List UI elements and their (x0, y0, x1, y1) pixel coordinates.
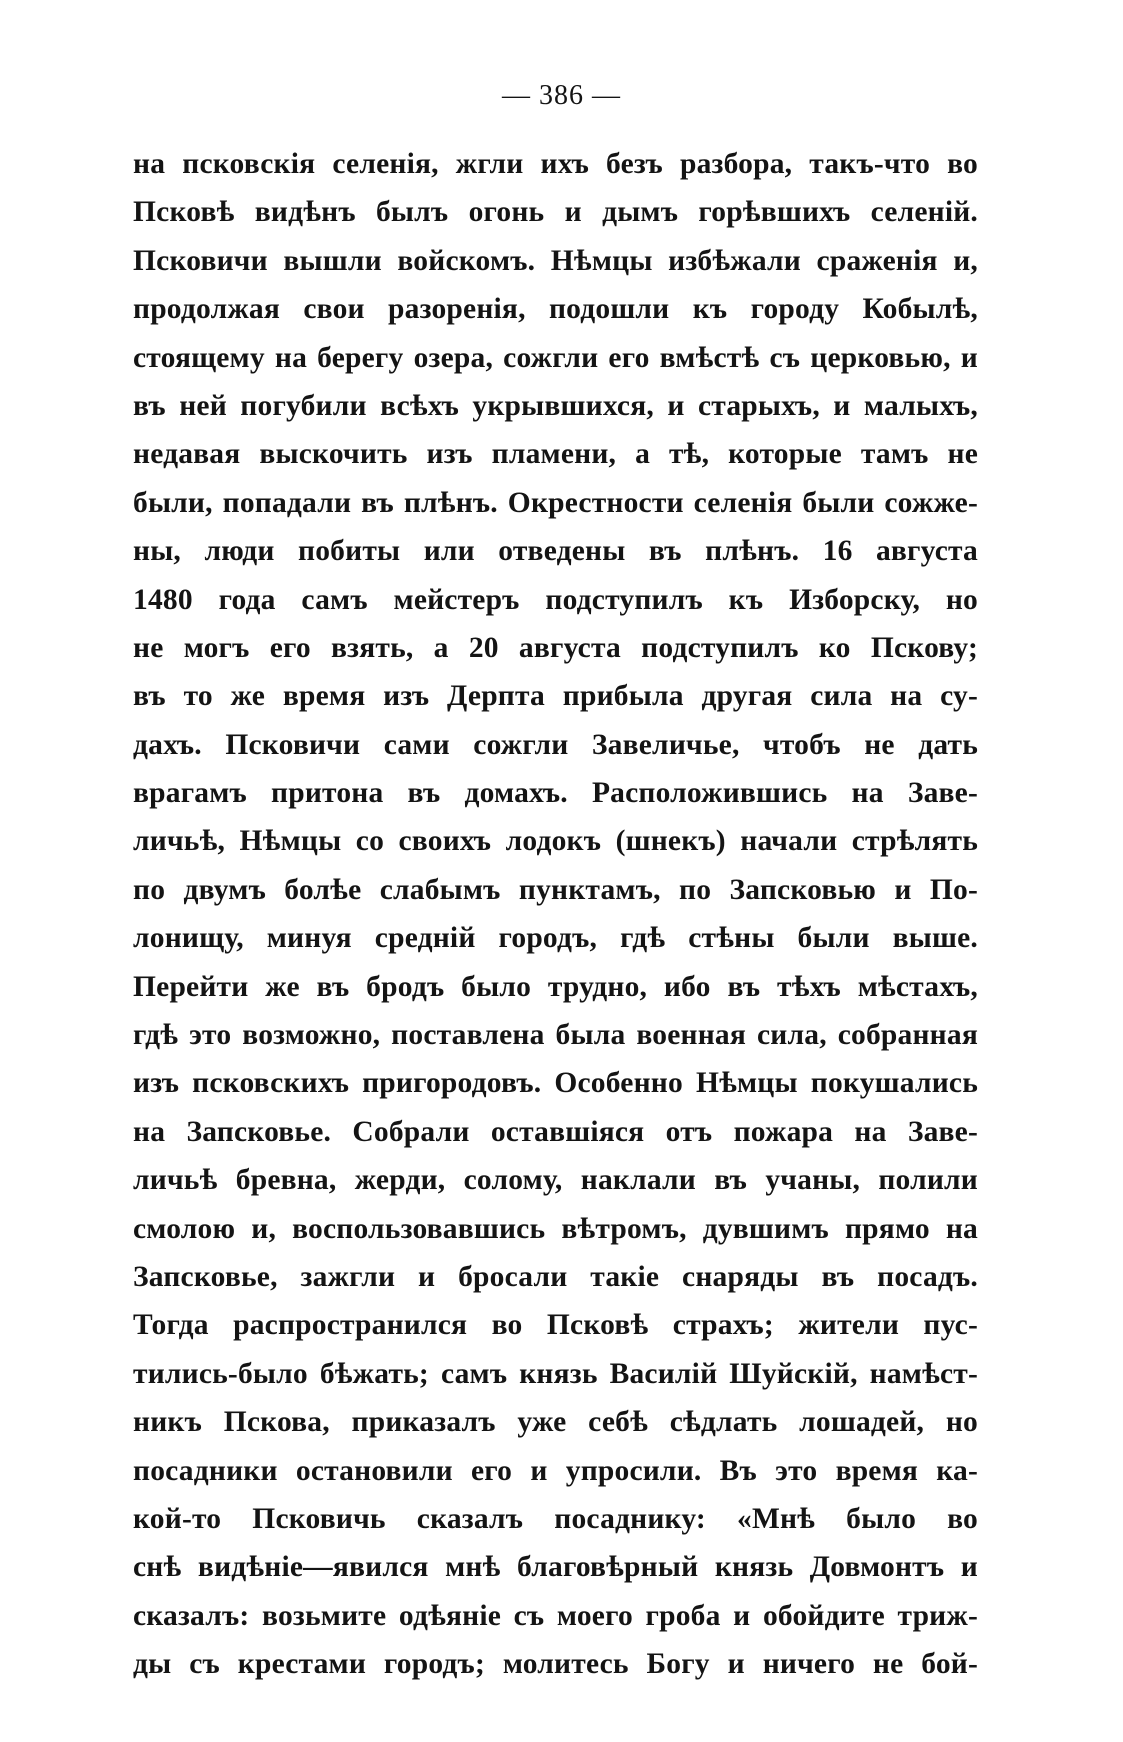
text-line: тились-было бѣжать; самъ князь Василій Шуйскій, намѣст- (133, 1357, 978, 1390)
text-line: Тогда распространился во Псковѣ страхъ; жители пус- (133, 1309, 978, 1342)
text-line: изъ псковскихъ пригородовъ. Особенно Нѣмцы покушались (133, 1067, 978, 1100)
text-line: въ то же время изъ Дерпта прибыла другая сила на су- (133, 680, 978, 713)
text-line: дахъ. Псковичи сами сожгли Завеличье, чтобъ не дать (133, 728, 978, 761)
text-line: лонищу, минуя средній городъ, гдѣ стѣны были выше. (133, 922, 978, 955)
text-line: продолжая свои разоренія, подошли къ городу Кобылѣ, (133, 293, 978, 326)
text-line: не могъ его взять, а 20 августа подступилъ ко Пскову; (133, 631, 978, 664)
text-line: ны, люди побиты или отведены въ плѣнъ. 16 августа (133, 535, 978, 568)
text-line: стоящему на берегу озера, сожгли его вмѣстѣ съ церковью, и (133, 341, 978, 374)
page-number: — 386 — (502, 80, 621, 111)
text-line: Перейти же въ бродъ было трудно, ибо въ тѣхъ мѣстахъ, (133, 970, 978, 1003)
text-line: недавая выскочить изъ пламени, а тѣ, которые тамъ не (133, 438, 978, 471)
text-line: Псковичи вышли войскомъ. Нѣмцы избѣжали сраженія и, (133, 244, 978, 277)
text-line: врагамъ притона въ домахъ. Расположившись на Заве- (133, 777, 978, 810)
text-line: Запсковье, зажгли и бросали такіе снаряды въ посадъ. (133, 1260, 978, 1293)
text-line: 1480 года самъ мейстеръ подступилъ къ Изборску, но (133, 583, 978, 616)
text-line: личьѣ, Нѣмцы со своихъ лодокъ (шнекъ) начали стрѣлять (133, 825, 978, 858)
text-line: Псковѣ видѣнъ былъ огонь и дымъ горѣвшихъ селеній. (133, 196, 978, 229)
text-line: были, попадали въ плѣнъ. Окрестности селенія были сожже- (133, 486, 978, 519)
text-line: снѣ видѣніе—явился мнѣ благовѣрный князь Довмонтъ и (133, 1551, 978, 1584)
text-line: посадники остановили его и упросили. Въ это время ка- (133, 1454, 978, 1487)
text-line: сказалъ: возьмите одѣяніе съ моего гроба и обойдите триж- (133, 1599, 978, 1632)
text-line: никъ Пскова, приказалъ уже себѣ сѣдлать лошадей, но (133, 1406, 978, 1439)
body-text (133, 140, 978, 1689)
text-line: въ ней погубили всѣхъ укрывшихся, и старыхъ, и малыхъ, (133, 389, 978, 422)
text-line: на псковскія селенія, жгли ихъ безъ разбора, такъ-что во (133, 148, 978, 180)
text-line: ды съ крестами городъ; молитесь Богу и ничего не бой- (133, 1648, 978, 1681)
text-line: по двумъ болѣе слабымъ пунктамъ, по Запсковью и По- (133, 873, 978, 906)
text-line: личьѣ бревна, жерди, солому, наклали въ учаны, полили (133, 1164, 978, 1197)
text-line: гдѣ это возможно, поставлена была военная сила, собранная (133, 1019, 978, 1052)
text-line: кой-то Псковичь сказалъ посаднику: «Мнѣ было во (133, 1502, 978, 1535)
text-line: на Запсковье. Собрали оставшіяся отъ пожара на Заве- (133, 1115, 978, 1148)
text-line: смолою и, воспользовавшись вѣтромъ, дувшимъ прямо на (133, 1212, 978, 1245)
